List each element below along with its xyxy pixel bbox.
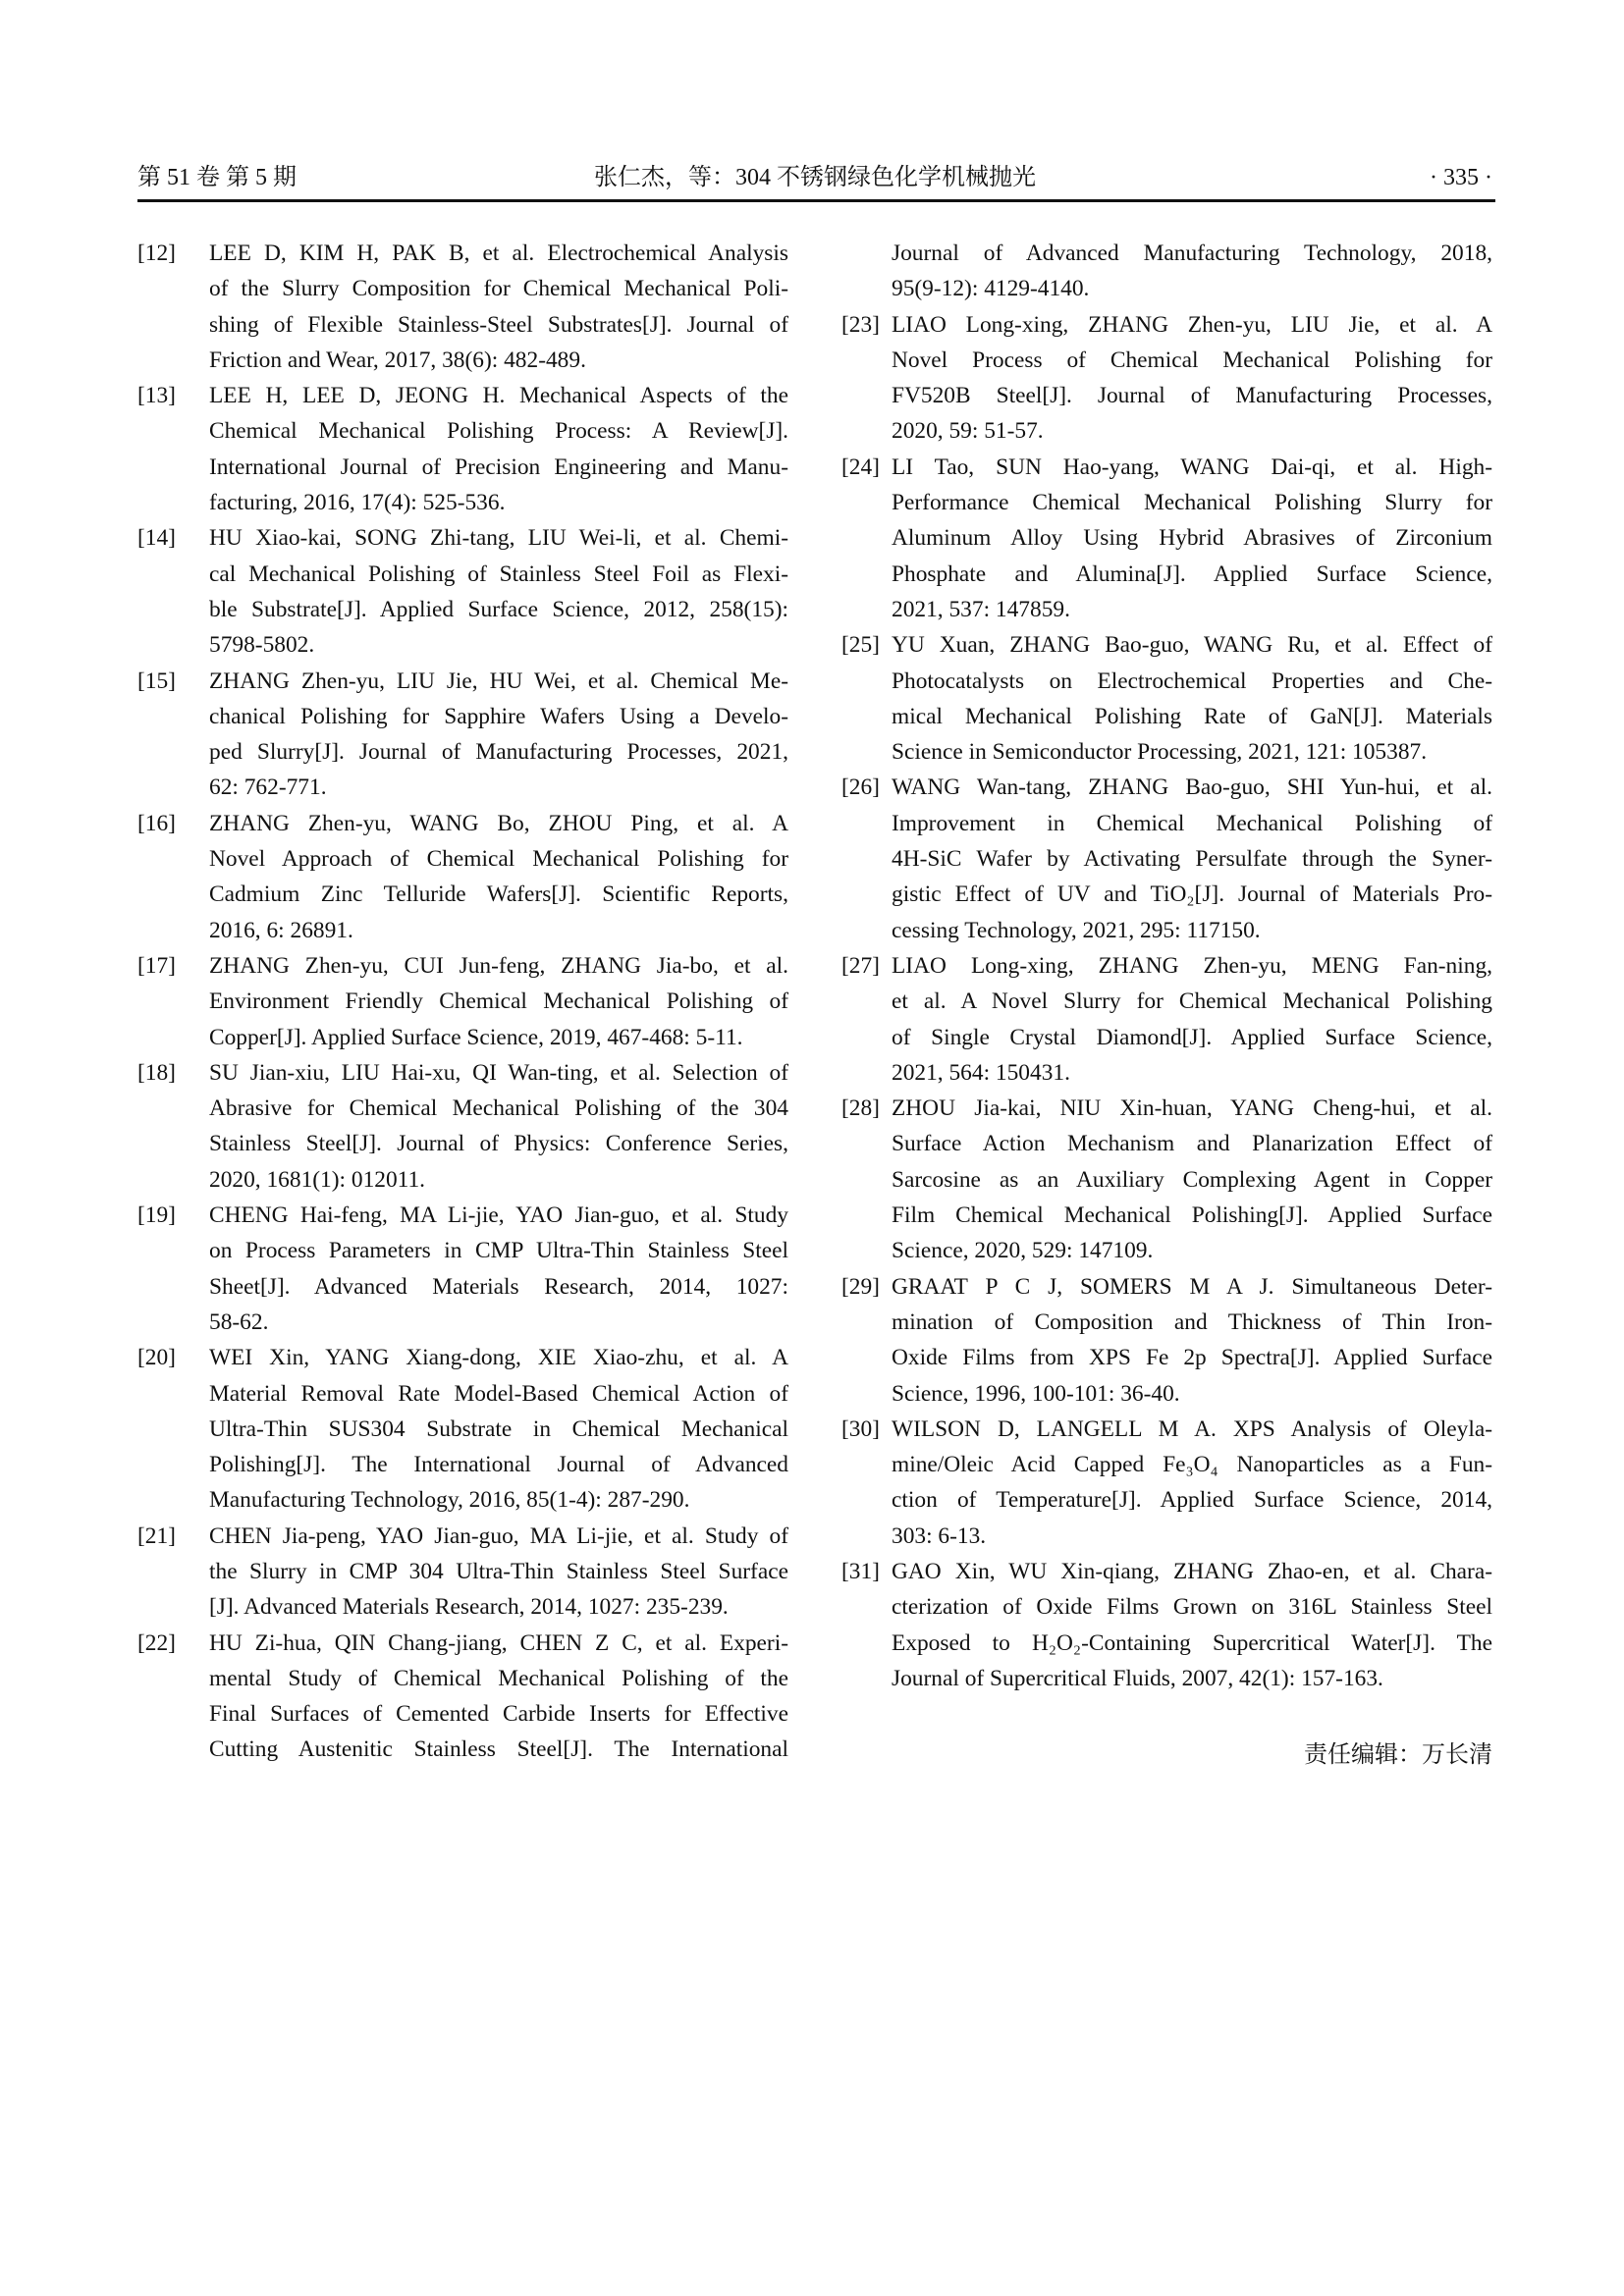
reference-line: ped Slurry[J]. Journal of Manufacturing Processes, 2021, [209,739,788,766]
reference-line: LEE D, KIM H, PAK B, et al. Electrochemical Analysis [209,240,788,266]
reference-item [137,1626,788,1768]
reference-text [892,770,1492,947]
reference-line: 303: 6-13. [892,1522,987,1549]
reference-line: YU Xuan, ZHANG Bao-guo, WANG Ru, et al. Effect of [892,632,1492,659]
reference-line: HU Xiao-kai, SONG Zhi-tang, LIU Wei-li, et al. Chemi- [209,525,788,552]
reference-number: [22] [137,1629,176,1656]
reference-line: Polishing[J]. The International Journal of Advanced [209,1452,788,1478]
references-left-column [137,236,788,1768]
reference-line: 4H-SiC Wafer by Activating Persulfate through the Syner- [892,846,1492,873]
reference-line: cessing Technology, 2021, 295: 117150. [892,917,1261,943]
reference-item [137,1055,788,1198]
reference-item [137,236,788,378]
reference-item [841,307,1492,450]
reference-line: et al. A Novel Slurry for Chemical Mechanical Polishing [892,988,1492,1015]
reference-line: 62: 762-771. [209,774,327,801]
reference-item [137,378,788,520]
reference-line: 2016, 6: 26891. [209,917,353,943]
reference-item [841,1269,1492,1412]
reference-item [137,520,788,663]
reference-line: Abrasive for Chemical Mechanical Polishing of the 304 [209,1095,788,1122]
reference-text [209,948,788,1055]
reference-line: cterization of Oxide Films Grown on 316L Stainless Steel [892,1594,1492,1621]
reference-line: Photocatalysts on Electrochemical Properties and Che- [892,667,1492,694]
reference-line: Environment Friendly Chemical Mechanical Polishing of [209,988,788,1015]
reference-number: [30] [841,1415,880,1442]
reference-item [137,1519,788,1626]
reference-line: Improvement in Chemical Mechanical Polishing of [892,810,1492,836]
reference-line: Film Chemical Mechanical Polishing[J]. Applied Surface [892,1202,1492,1229]
references-right-column [841,236,1492,1696]
reference-line: of Single Crystal Diamond[J]. Applied Surface Science, [892,1024,1492,1050]
reference-number: [24] [841,454,880,480]
reference-text [209,664,788,806]
reference-line: Final Surfaces of Cemented Carbide Inserts for Effective [209,1701,788,1728]
reference-text [892,1269,1492,1412]
reference-text [892,450,1492,627]
running-header [137,160,1492,195]
reference-line: on Process Parameters in CMP Ultra-Thin Stainless Steel [209,1238,788,1264]
reference-line: 5798-5802. [209,632,315,659]
reference-line: [J]. Advanced Materials Research, 2014, 1027: 235-239. [209,1594,729,1621]
page-number: · 335 · [1430,165,1492,190]
reference-text [892,948,1492,1091]
reference-line: GRAAT P C J, SOMERS M A J. Simultaneous Deter- [892,1273,1492,1300]
reference-number: [21] [137,1522,176,1549]
reference-text [892,1412,1492,1554]
reference-number: [17] [137,952,176,979]
reference-line: SU Jian-xiu, LIU Hai-xu, QI Wan-ting, et al. Selection of [209,1059,788,1086]
reference-number: [31] [841,1558,880,1584]
reference-line: Friction and Wear, 2017, 38(6): 482-489. [209,347,586,373]
reference-text [209,1055,788,1198]
reference-line: Oxide Films from XPS Fe 2p Spectra[J]. Applied Surface [892,1345,1492,1371]
reference-item [137,1340,788,1518]
reference-line: HU Zi-hua, QIN Chang-jiang, CHEN Z C, et al. Experi- [209,1629,788,1656]
reference-line: 95(9-12): 4129-4140. [892,276,1090,302]
reference-line: gistic Effect of UV and TiO₂[J]. Journal of Materials Pro- [892,881,1492,908]
reference-item [841,948,1492,1091]
reference-line: chanical Polishing for Sapphire Wafers Using a Develo- [209,703,788,729]
reference-line: GAO Xin, WU Xin-qiang, ZHANG Zhao-en, et al. Chara- [892,1558,1492,1584]
reference-text [209,1198,788,1340]
reference-line: FV520B Steel[J]. Journal of Manufacturing Processes, [892,383,1492,409]
reference-line: 2020, 1681(1): 012011. [209,1166,426,1193]
reference-line: 2021, 564: 150431. [892,1059,1070,1086]
reference-line: Surface Action Mechanism and Planarization Effect of [892,1131,1492,1157]
reference-line: mical Mechanical Polishing Rate of GaN[J]. Materials [892,703,1492,729]
reference-line: shing of Flexible Stainless-Steel Substrates[J]. Journal of [209,311,788,338]
reference-number: [12] [137,240,176,266]
reference-text [209,1626,788,1768]
reference-line: 2021, 537: 147859. [892,596,1070,622]
reference-line: Phosphate and Alumina[J]. Applied Surface Science, [892,561,1492,587]
reference-line: Science in Semiconductor Processing, 2021, 121: 105387. [892,739,1428,766]
reference-line: the Slurry in CMP 304 Ultra-Thin Stainless Steel Surface [209,1558,788,1584]
reference-line: ble Substrate[J]. Applied Surface Science, 2012, 258(15): [209,596,788,622]
reference-number: [23] [841,311,880,338]
reference-text [892,1091,1492,1268]
reference-number: [20] [137,1345,176,1371]
reference-line: 58-62. [209,1308,269,1335]
reference-line: Cadmium Zinc Telluride Wafers[J]. Scientific Reports, [209,881,788,908]
reference-line: International Journal of Precision Engineering and Manu- [209,454,788,480]
reference-line: Science, 1996, 100-101: 36-40. [892,1380,1180,1407]
reference-line: 2020, 59: 51-57. [892,418,1044,445]
reference-item [137,806,788,948]
reference-number: [25] [841,632,880,659]
reference-line: Novel Process of Chemical Mechanical Polishing for [892,347,1492,373]
reference-item [137,948,788,1055]
reference-line: Material Removal Rate Model-Based Chemical Action of [209,1380,788,1407]
reference-number: [13] [137,383,176,409]
reference-number: [19] [137,1202,176,1229]
reference-line: cal Mechanical Polishing of Stainless Steel Foil as Flexi- [209,561,788,587]
reference-item [841,450,1492,627]
reference-line: ction of Temperature[J]. Applied Surface Science, 2014, [892,1487,1492,1514]
reference-item [841,1412,1492,1554]
reference-text [892,236,1492,307]
reference-line: Ultra-Thin SUS304 Substrate in Chemical Mechanical [209,1415,788,1442]
reference-line: Novel Approach of Chemical Mechanical Polishing for [209,846,788,873]
reference-text [209,520,788,663]
reference-line: Science, 2020, 529: 147109. [892,1238,1154,1264]
reference-number: [28] [841,1095,880,1122]
reference-item [841,627,1492,770]
reference-line: Manufacturing Technology, 2016, 85(1-4): 287-290. [209,1487,690,1514]
reference-text [209,1519,788,1626]
reference-line: ZHANG Zhen-yu, LIU Jie, HU Wei, et al. Chemical Me- [209,667,788,694]
reference-line: mination of Composition and Thickness of Thin Iron- [892,1308,1492,1335]
reference-line: CHEN Jia-peng, YAO Jian-guo, MA Li-jie, et al. Study of [209,1522,788,1549]
reference-line: Exposed to H₂O₂-Containing Supercritical Water[J]. The [892,1629,1492,1656]
reference-line: Aluminum Alloy Using Hybrid Abrasives of Zirconium [892,525,1492,552]
reference-text [209,806,788,948]
reference-item [137,1198,788,1340]
reference-line: Sheet[J]. Advanced Materials Research, 2014, 1027: [209,1273,788,1300]
reference-line: LEE H, LEE D, JEONG H. Mechanical Aspects of the [209,383,788,409]
reference-text [209,1340,788,1518]
reference-item [841,1554,1492,1696]
reference-line: LIAO Long-xing, ZHANG Zhen-yu, LIU Jie, et al. A [892,311,1492,338]
reference-line: Sarcosine as an Auxiliary Complexing Agent in Copper [892,1166,1492,1193]
reference-line: ZHOU Jia-kai, NIU Xin-huan, YANG Cheng-hui, et al. [892,1095,1492,1122]
running-title: 张仁杰，等：304 不锈钢绿色化学机械抛光 [594,165,1036,190]
reference-number: [27] [841,952,880,979]
reference-line: ZHANG Zhen-yu, WANG Bo, ZHOU Ping, et al. A [209,810,788,836]
reference-line: Journal of Advanced Manufacturing Technology, 2018, [892,240,1492,266]
reference-text [892,307,1492,450]
reference-line: Copper[J]. Applied Surface Science, 2019, 467-468: 5-11. [209,1024,743,1050]
reference-text [892,627,1492,770]
reference-number: [29] [841,1273,880,1300]
reference-line: WEI Xin, YANG Xiang-dong, XIE Xiao-zhu, et al. A [209,1345,788,1371]
reference-number: [15] [137,667,176,694]
reference-line: mine/Oleic Acid Capped Fe₃O₄ Nanoparticles as a Fun- [892,1452,1492,1478]
reference-line: LI Tao, SUN Hao-yang, WANG Dai-qi, et al. High- [892,454,1492,480]
reference-item [841,1091,1492,1268]
reference-line: WANG Wan-tang, ZHANG Bao-guo, SHI Yun-hui, et al. [892,774,1492,801]
reference-line: ZHANG Zhen-yu, CUI Jun-feng, ZHANG Jia-bo, et al. [209,952,788,979]
header-rule [137,199,1495,202]
reference-line: Stainless Steel[J]. Journal of Physics: Conference Series, [209,1131,788,1157]
reference-line: Cutting Austenitic Stainless Steel[J]. The International [209,1736,788,1763]
reference-text [209,378,788,520]
reference-line: WILSON D, LANGELL M A. XPS Analysis of Oleyla- [892,1415,1492,1442]
reference-item [137,664,788,806]
reference-item [841,236,1492,307]
reference-line: mental Study of Chemical Mechanical Polishing of the [209,1665,788,1691]
reference-line: LIAO Long-xing, ZHANG Zhen-yu, MENG Fan-ning, [892,952,1492,979]
reference-line: Chemical Mechanical Polishing Process: A Review[J]. [209,418,788,445]
reference-line: Performance Chemical Mechanical Polishing Slurry for [892,490,1492,516]
reference-text [892,1554,1492,1696]
reference-line: CHENG Hai-feng, MA Li-jie, YAO Jian-guo, et al. Study [209,1202,788,1229]
volume-issue: 第 51 卷 第 5 期 [137,165,297,190]
reference-line: Journal of Supercritical Fluids, 2007, 42(1): 157-163. [892,1665,1383,1691]
reference-line: of the Slurry Composition for Chemical Mechanical Poli- [209,276,788,302]
reference-text [209,236,788,378]
reference-number: [18] [137,1059,176,1086]
reference-item [841,770,1492,947]
responsible-editor: 责任编辑：万长清 [1304,1742,1492,1768]
reference-number: [14] [137,525,176,552]
reference-number: [16] [137,810,176,836]
reference-line: facturing, 2016, 17(4): 525-536. [209,490,506,516]
reference-number: [26] [841,774,880,801]
